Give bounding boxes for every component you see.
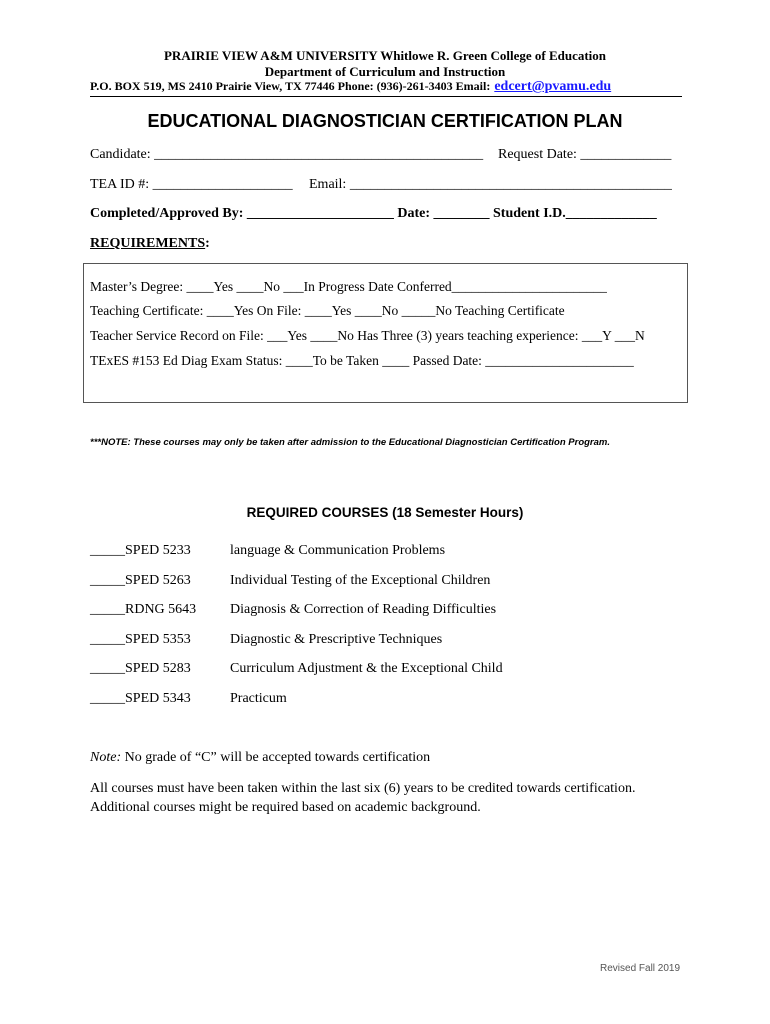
course-code[interactable]: _____SPED 5263 [90, 573, 191, 588]
completed-approved-field[interactable]: Completed/Approved By: _____________________ Date: ________ Student I.D._____________ [90, 206, 657, 221]
course-code[interactable]: _____SPED 5343 [90, 691, 191, 706]
course-name: Individual Testing of the Exceptional Children [230, 573, 491, 588]
page-title: EDUCATIONAL DIAGNOSTICIAN CERTIFICATION PLAN [147, 111, 623, 131]
email-link[interactable]: edcert@pvamu.edu [494, 79, 612, 94]
course-name: Practicum [230, 691, 287, 706]
req-teaching-certificate[interactable]: Teaching Certificate: ____Yes On File: ____Yes ____No _____No Teaching Certificate [90, 303, 565, 318]
course-code[interactable]: _____SPED 5233 [90, 543, 191, 558]
six-year-rule: All courses must have been taken within the last six (6) years to be credited towards certification. [90, 781, 636, 796]
header-divider [90, 96, 682, 97]
tea-id-field[interactable]: TEA ID #: ____________________ [90, 177, 293, 192]
grade-note-label: Note: [90, 750, 122, 765]
candidate-field[interactable]: Candidate: _______________________________________________ [90, 147, 484, 162]
course-code[interactable]: _____SPED 5283 [90, 661, 191, 676]
req-service-record[interactable]: Teacher Service Record on File: ___Yes ____No Has Three (3) years teaching experience: ___Y ___N [90, 328, 645, 343]
req-masters-degree[interactable]: Master’s Degree: ____Yes ____No ___In Progress Date Conferred_______________________ [90, 279, 607, 294]
revision-label: Revised Fall 2019 [600, 963, 681, 974]
grade-note [90, 750, 430, 766]
additional-courses-note: Additional courses might be required based on academic background. [90, 800, 481, 815]
course-name: Diagnosis & Correction of Reading Difficulties [230, 602, 497, 617]
required-courses-heading: REQUIRED COURSES (18 Semester Hours) [246, 505, 524, 520]
course-code[interactable]: _____SPED 5353 [90, 632, 191, 647]
email-field[interactable]: Email: ______________________________________________ [309, 177, 672, 192]
requirements-heading-text: REQUIREMENTS [90, 236, 206, 251]
course-name: Diagnostic & Prescriptive Techniques [230, 632, 443, 647]
requirements-heading-colon: : [205, 236, 210, 251]
header-address [90, 79, 611, 95]
header-university: PRAIRIE VIEW A&M UNIVERSITY Whitlowe R. Green College of Education [163, 48, 607, 63]
course-name: language & Communication Problems [230, 543, 446, 558]
address-text: P.O. BOX 519, MS 2410 Prairie View, TX 77446 Phone: (936)-261-3403 Email: [90, 79, 491, 93]
grade-note-text: No grade of “C” will be accepted towards certification [121, 750, 431, 765]
admission-note: ***NOTE: These courses may only be taken after admission to the Educational Diagnostician Certification Program. [90, 437, 610, 448]
header-department: Department of Curriculum and Instruction [264, 64, 506, 79]
request-date-field[interactable]: Request Date: _____________ [498, 147, 672, 162]
requirements-heading [90, 236, 210, 252]
course-code[interactable]: _____RDNG 5643 [90, 602, 197, 617]
course-name: Curriculum Adjustment & the Exceptional Child [230, 661, 503, 676]
req-texes-exam[interactable]: TExES #153 Ed Diag Exam Status: ____To be Taken ____ Passed Date: ______________________ [90, 353, 634, 368]
